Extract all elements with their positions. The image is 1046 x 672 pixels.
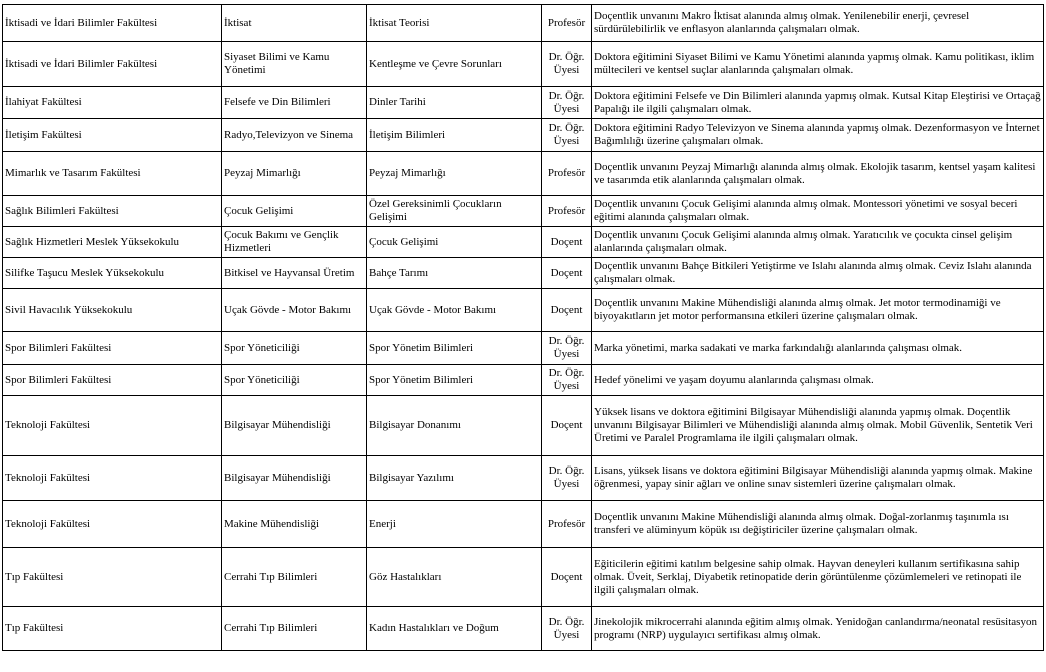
requirement-cell: Doçentlik unvanını Bahçe Bitkileri Yetiştirme ve Islahı alanında almış olmak. Ceviz Islahı alanında çalışmaları olmak. [592,258,1044,289]
positions-table-body [3,5,1044,651]
table-row [3,258,1044,289]
faculty-cell: İktisadi ve İdari Bilimler Fakültesi [3,5,222,42]
field-cell: Peyzaj Mimarlığı [367,152,542,196]
field-cell: Enerji [367,501,542,548]
requirement-cell: Doktora eğitimini Radyo Televizyon ve Sinema alanında yapmış olmak. Dezenformasyon ve İnternet Bağımlılığı üzerine çalışmaları olmak. [592,119,1044,152]
requirement-cell: Doçentlik unvanını Makro İktisat alanında almış olmak. Yenilenebilir enerji, çevresel sürdürülebilirlik ve enflasyon alanlarında çalışmaları olmak. [592,5,1044,42]
title-cell: Doçent [542,289,592,332]
field-cell: Dinler Tarihi [367,87,542,119]
requirement-cell: Jinekolojik mikrocerrahi alanında eğitim almış olmak. Yenidoğan canlandırma/neonatal resüsitasyon programı (NRP) uygulayıcı sertifikası almış olmak. [592,607,1044,651]
faculty-cell: Spor Bilimleri Fakültesi [3,332,222,365]
table-row [3,289,1044,332]
title-cell: Dr. Öğr. Üyesi [542,332,592,365]
title-cell: Doçent [542,396,592,456]
table-row [3,365,1044,396]
faculty-cell: Tıp Fakültesi [3,607,222,651]
faculty-cell: İktisadi ve İdari Bilimler Fakültesi [3,42,222,87]
field-cell: Uçak Gövde - Motor Bakımı [367,289,542,332]
positions-table [2,4,1044,651]
field-cell: İletişim Bilimleri [367,119,542,152]
field-cell: Bahçe Tarımı [367,258,542,289]
table-row [3,87,1044,119]
title-cell: Dr. Öğr. Üyesi [542,119,592,152]
field-cell: Spor Yönetim Bilimleri [367,365,542,396]
title-cell: Dr. Öğr. Üyesi [542,42,592,87]
table-row [3,152,1044,196]
table-row [3,119,1044,152]
requirement-cell: Hedef yönelimi ve yaşam doyumu alanlarında çalışması olmak. [592,365,1044,396]
faculty-cell: Sivil Havacılık Yüksekokulu [3,289,222,332]
table-row [3,332,1044,365]
faculty-cell: Tıp Fakültesi [3,548,222,607]
faculty-cell: Teknoloji Fakültesi [3,396,222,456]
faculty-cell: Teknoloji Fakültesi [3,456,222,501]
department-cell: Cerrahi Tıp Bilimleri [222,548,367,607]
requirement-cell: Doçentlik unvanını Makine Mühendisliği alanında almış olmak. Doğal-zorlanmış taşınımla ısı transferi ve alüminyum köpük ısı değiştiriciler üzerine çalışmaları olmak. [592,501,1044,548]
faculty-cell: İlahiyat Fakültesi [3,87,222,119]
faculty-cell: Spor Bilimleri Fakültesi [3,365,222,396]
table-row [3,196,1044,227]
department-cell: İktisat [222,5,367,42]
department-cell: Uçak Gövde - Motor Bakımı [222,289,367,332]
table-row [3,227,1044,258]
department-cell: Cerrahi Tıp Bilimleri [222,607,367,651]
title-cell: Dr. Öğr. Üyesi [542,87,592,119]
requirement-cell: Marka yönetimi, marka sadakati ve marka farkındalığı alanlarında çalışması olmak. [592,332,1044,365]
department-cell: Bilgisayar Mühendisliği [222,456,367,501]
department-cell: Radyo,Televizyon ve Sinema [222,119,367,152]
department-cell: Felsefe ve Din Bilimleri [222,87,367,119]
requirement-cell: Doktora eğitimini Felsefe ve Din Bilimleri alanında yapmış olmak. Kutsal Kitap Eleştirisi ve Ortaçağ Papalığı ile ilgili çalışmaları olmak. [592,87,1044,119]
title-cell: Dr. Öğr. Üyesi [542,365,592,396]
title-cell: Doçent [542,227,592,258]
field-cell: İktisat Teorisi [367,5,542,42]
faculty-cell: Mimarlık ve Tasarım Fakültesi [3,152,222,196]
faculty-cell: Sağlık Bilimleri Fakültesi [3,196,222,227]
table-row [3,548,1044,607]
requirement-cell: Eğiticilerin eğitimi katılım belgesine sahip olmak. Hayvan deneyleri kullanım sertifikasına sahip olmak. Üveit, Serklaj, Diyabetik retinopatide derin görüntülenme çözümlemeleri ve retinopati ile ilgili çalışmaları olmak. [592,548,1044,607]
title-cell: Dr. Öğr. Üyesi [542,607,592,651]
field-cell: Bilgisayar Donanımı [367,396,542,456]
department-cell: Spor Yöneticiliği [222,365,367,396]
department-cell: Bitkisel ve Hayvansal Üretim [222,258,367,289]
requirement-cell: Doçentlik unvanını Çocuk Gelişimi alanında almış olmak. Montessori yönetimi ve sosyal beceri eğitimi alanında çalışmaları olmak. [592,196,1044,227]
department-cell: Spor Yöneticiliği [222,332,367,365]
field-cell: Çocuk Gelişimi [367,227,542,258]
title-cell: Doçent [542,548,592,607]
requirement-cell: Lisans, yüksek lisans ve doktora eğitimini Bilgisayar Mühendisliği alanında yapmış olmak. Makine öğrenmesi, yapay sinir ağları ve online sınav sistemleri üzerine çalışmaları olmak. [592,456,1044,501]
table-row [3,396,1044,456]
table-row [3,42,1044,87]
requirement-cell: Doçentlik unvanını Çocuk Gelişimi alanında almış olmak. Yaratıcılık ve çocukta cinsel gelişim alanlarında çalışmaları olmak. [592,227,1044,258]
table-row [3,456,1044,501]
title-cell: Dr. Öğr. Üyesi [542,456,592,501]
title-cell: Profesör [542,196,592,227]
field-cell: Özel Gereksinimli Çocukların Gelişimi [367,196,542,227]
field-cell: Bilgisayar Yazılımı [367,456,542,501]
table-row [3,501,1044,548]
title-cell: Profesör [542,501,592,548]
table-row [3,607,1044,651]
faculty-cell: Teknoloji Fakültesi [3,501,222,548]
faculty-cell: Silifke Taşucu Meslek Yüksekokulu [3,258,222,289]
field-cell: Kentleşme ve Çevre Sorunları [367,42,542,87]
field-cell: Spor Yönetim Bilimleri [367,332,542,365]
title-cell: Profesör [542,152,592,196]
department-cell: Peyzaj Mimarlığı [222,152,367,196]
field-cell: Kadın Hastalıkları ve Doğum [367,607,542,651]
faculty-cell: Sağlık Hizmetleri Meslek Yüksekokulu [3,227,222,258]
table-row [3,5,1044,42]
department-cell: Makine Mühendisliği [222,501,367,548]
title-cell: Profesör [542,5,592,42]
requirement-cell: Doçentlik unvanını Peyzaj Mimarlığı alanında almış olmak. Ekolojik tasarım, kentsel yaşam kalitesi ve tasarımda etik alanlarında çalışmaları olmak. [592,152,1044,196]
field-cell: Göz Hastalıkları [367,548,542,607]
department-cell: Bilgisayar Mühendisliği [222,396,367,456]
title-cell: Doçent [542,258,592,289]
requirement-cell: Doktora eğitimini Siyaset Bilimi ve Kamu Yönetimi alanında yapmış olmak. Kamu politikası, iklim mültecileri ve kentsel suçlar alanlarında çalışmaları olmak. [592,42,1044,87]
department-cell: Siyaset Bilimi ve Kamu Yönetimi [222,42,367,87]
requirement-cell: Doçentlik unvanını Makine Mühendisliği alanında almış olmak. Jet motor termodinamiği ve biyoyakıtların jet motor performansına etkileri üzerine çalışmaları olmak. [592,289,1044,332]
requirement-cell: Yüksek lisans ve doktora eğitimini Bilgisayar Mühendisliği alanında yapmış olmak. Doçentlik unvanını Bilgisayar Bilimleri ve Mühendisliği alanında almış olmak. Mobil Güvenlik, Sentetik Veri Üretimi ve Paralel Programlama ile ilgili çalışmaları olmak. [592,396,1044,456]
faculty-cell: İletişim Fakültesi [3,119,222,152]
department-cell: Çocuk Gelişimi [222,196,367,227]
department-cell: Çocuk Bakımı ve Gençlik Hizmetleri [222,227,367,258]
